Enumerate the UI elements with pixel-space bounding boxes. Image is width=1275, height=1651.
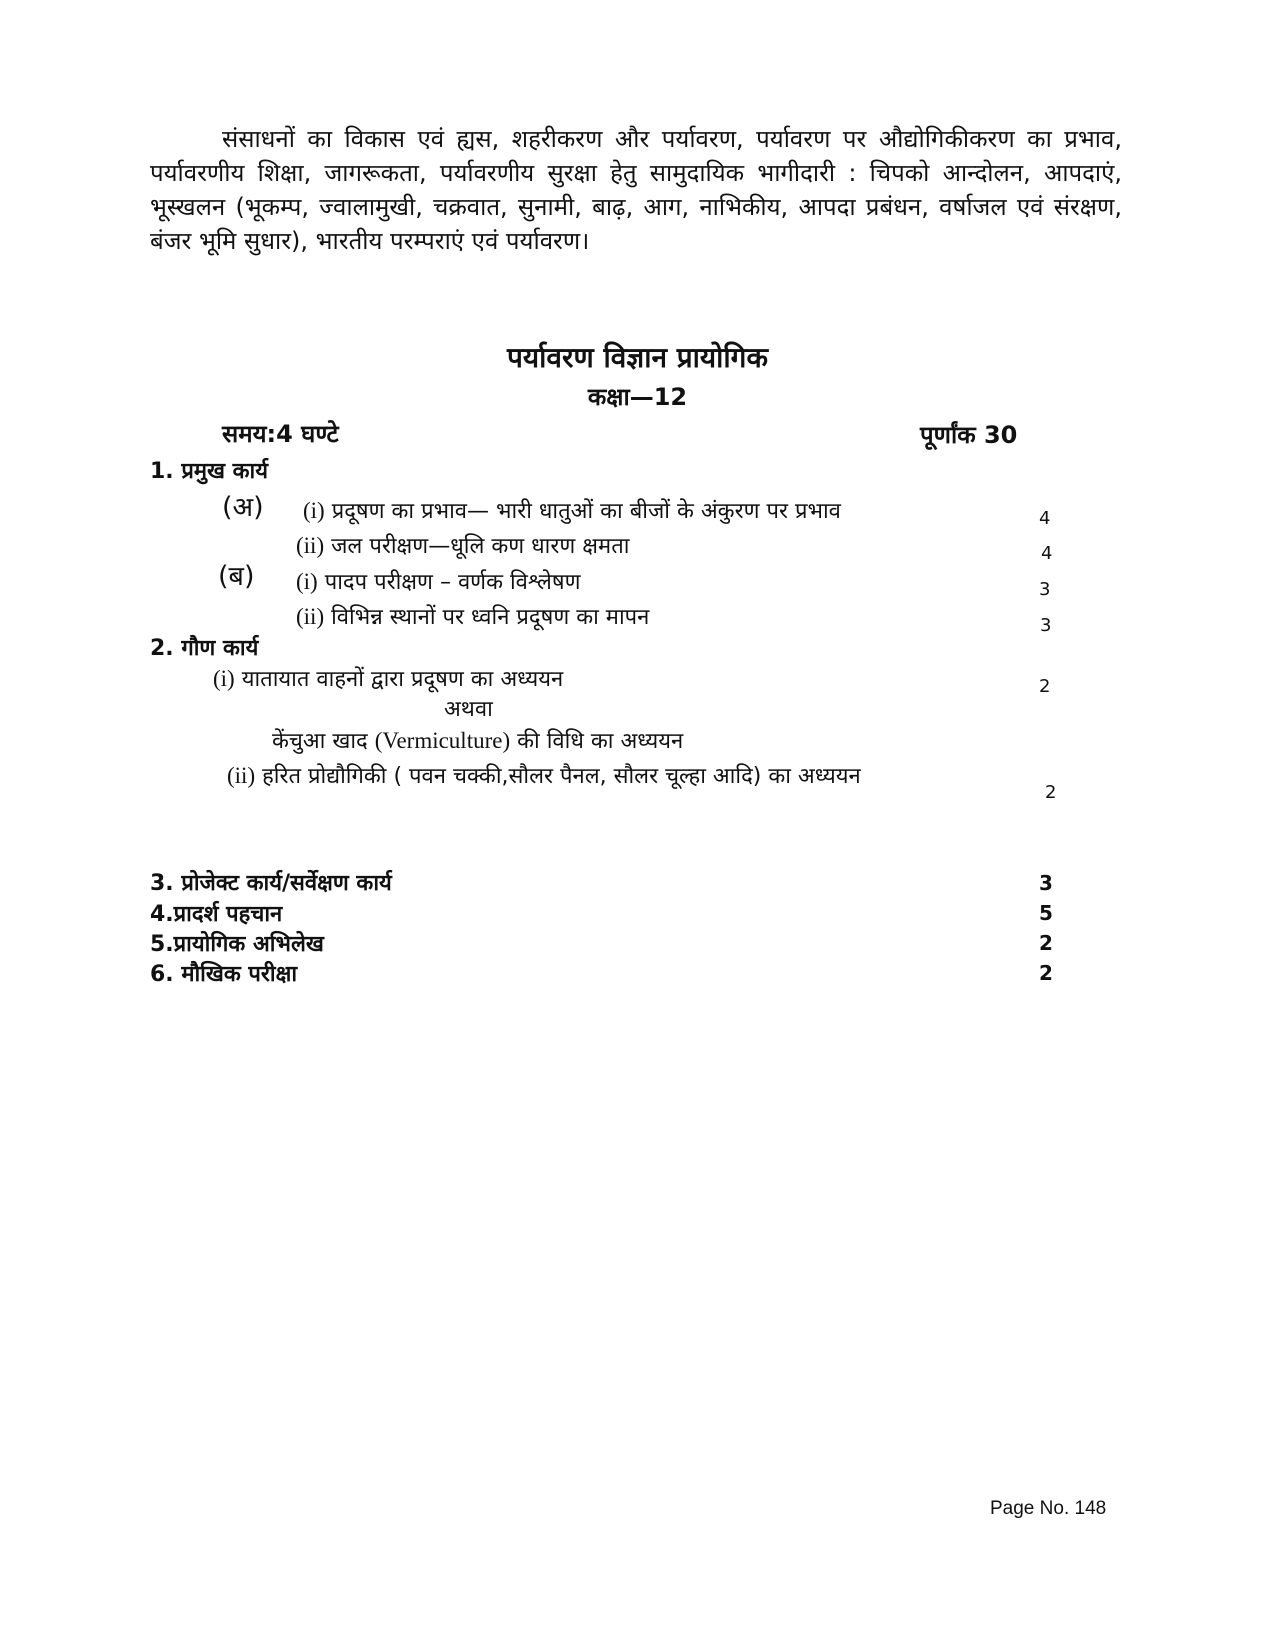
or-label: अथवा [444,697,493,722]
section3-marks: 3 [1039,871,1053,895]
item-number: (ii) [227,763,256,788]
section6-marks: 2 [1039,961,1053,985]
section1-item [296,566,581,596]
item-text: पादप परीक्षण – वर्णक विश्लेषण [324,570,581,595]
section3-label: 3. प्रोजेक्ट कार्य/सर्वेक्षण कार्य [150,871,392,896]
item-number: (i) [296,569,318,594]
section1-item [296,601,649,631]
section1-item [303,495,841,525]
intro-paragraph: संसाधनों का विकास एवं ह्यस, शहरीकरण और पर्यावरण, पर्यावरण पर औद्योगिकीकरण का प्रभाव, पर्यावरणीय शिक्षा, जागरूकता, पर्यावरणीय सुरक्षा हेतु सामुदायिक भागीदारी : चिपको आन्दोलन, आपदाएं, भूस्खलन (भूकम्प, ज्वालामुखी, चक्रवात, सुनामी, बाढ़, आग, नाभिकीय, आपदा प्रबंधन, वर्षाजल एवं संरक्षण, बंजर भूमि सुधार), भारतीय परम्पराएं एवं पर्यावरण। [150,125,1122,255]
section2-item [227,760,861,790]
item-number: (ii) [296,533,325,558]
group-b-label: (ब) [218,561,255,592]
item-text: हरित प्रोद्यौगिकी ( पवन चक्की,सौलर पैनल, सौलर चूल्हा आदि) का अध्ययन [262,764,861,789]
item-text: यातायात वाहनों द्वारा प्रदूषण का अध्ययन [241,667,564,692]
alt-english: (Vermiculture) [374,728,511,753]
item-text: विभिन्न स्थानों पर ध्वनि प्रदूषण का मापन [331,605,650,630]
class-label: कक्षा—12 [587,383,688,411]
group-a-label: (अ) [222,492,264,523]
item-marks: 3 [1039,579,1051,600]
page-title: पर्यावरण विज्ञान प्रायोगिक [507,341,768,374]
item-marks: 3 [1040,615,1052,636]
item-text: जल परीक्षण—धूलि कण धारण क्षमता [331,534,630,559]
total-marks-label: पूर्णांक 30 [920,421,1018,449]
item-marks: 4 [1041,543,1053,564]
item-number: (i) [303,498,325,523]
section1-title: 1. प्रमुख कार्य [150,459,269,484]
alt-prefix: केंचुआ खाद [272,729,368,754]
section2-title: 2. गौण कार्य [150,636,259,661]
item-number: (ii) [296,604,325,629]
alt-suffix: की विधि का अध्ययन [517,729,684,754]
section4-label: 4.प्रादर्श पहचान [150,902,283,927]
item-text: प्रदूषण का प्रभाव— भारी धातुओं का बीजों के अंकुरण पर प्रभाव [331,499,841,524]
section6-label: 6. मौखिक परीक्षा [150,962,298,987]
item-number: (i) [213,666,235,691]
section5-marks: 2 [1039,931,1053,955]
item-marks: 2 [1039,676,1051,697]
item-marks: 2 [1045,782,1057,803]
section4-marks: 5 [1039,901,1053,925]
section2-alternative [272,725,683,755]
item-marks: 4 [1039,508,1051,529]
time-label: समय:4 घण्टे [222,420,339,448]
section5-label: 5.प्रायोगिक अभिलेख [150,932,324,957]
section2-item [213,663,563,693]
page-number: Page No. 148 [990,1498,1107,1519]
section1-item [296,530,629,560]
